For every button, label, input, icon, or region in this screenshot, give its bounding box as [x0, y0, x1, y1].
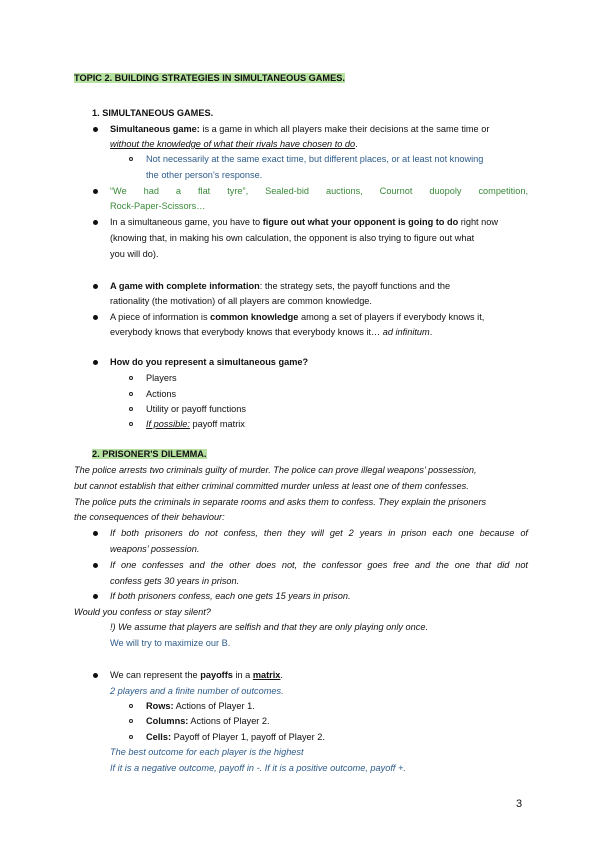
represent-item-players: Players: [146, 373, 177, 383]
circle-bullet-icon: [129, 407, 133, 411]
circle-bullet-icon: [129, 719, 133, 723]
examples-line: “We had a flat tyre”, Sealed-bid auctions, Cournot duopoly competition,: [110, 186, 528, 196]
circle-bullet-icon: [129, 735, 133, 739]
simultaneous-game-definition: Simultaneous game: is a game in which all players make their decisions at the same time or: [110, 124, 490, 134]
figure-out-line: In a simultaneous game, you have to figure out what your opponent is going to do right now: [110, 217, 499, 227]
definition-line-2: without the knowledge of what their rivals have chosen to do.: [110, 139, 358, 149]
figure-out-line-3: you will do).: [110, 249, 159, 259]
bullet-icon: [93, 563, 98, 568]
best-outcome-note: The best outcome for each player is the highest: [110, 747, 304, 757]
timing-note: Not necessarily at the same exact time, but different places, or at least not knowing: [146, 154, 484, 164]
confess-question: Would you confess or stay silent?: [74, 607, 211, 617]
circle-bullet-icon: [129, 157, 133, 161]
outcomes-note: 2 players and a finite number of outcomes.: [110, 686, 284, 696]
circle-bullet-icon: [129, 704, 133, 708]
bullet-icon: [93, 189, 98, 194]
common-knowledge-line-2: everybody knows that everybody knows that everybody knows it… ad infinitum.: [110, 327, 433, 337]
payoff-matrix-line: We can represent the payoffs in a matrix.: [110, 670, 283, 680]
topic-title: TOPIC 2. BUILDING STRATEGIES IN SIMULTANEOUS GAMES.: [74, 73, 345, 83]
complete-information-line-2: rationality (the motivation) of all players are common knowledge.: [110, 296, 372, 306]
represent-item-matrix: If possible: payoff matrix: [146, 419, 245, 429]
story-line-2: but cannot establish that either criminal committed murder unless at least one of them confesses.: [74, 481, 469, 491]
page-number: 3: [516, 798, 523, 810]
case-one-confesses: If one confesses and the other does not, the confessor goes free and the one that did not: [110, 560, 528, 570]
bullet-icon: [93, 673, 98, 678]
common-knowledge-line: A piece of information is common knowledge among a set of players if everybody knows it,: [110, 312, 485, 322]
section-1-heading: 1. SIMULTANEOUS GAMES.: [92, 108, 214, 118]
circle-bullet-icon: [129, 392, 133, 396]
circle-bullet-icon: [129, 422, 133, 426]
section-2-heading: 2. PRISONER'S DILEMMA.: [92, 449, 207, 459]
circle-bullet-icon: [129, 376, 133, 380]
rows-line: Rows: Actions of Player 1.: [146, 701, 255, 711]
story-line-1: The police arrests two criminals guilty of murder. The police can prove illegal weapons’ possession,: [74, 465, 477, 475]
timing-note-line-2: the other person’s response.: [146, 170, 263, 180]
bullet-icon: [93, 594, 98, 599]
maximize-note: We will try to maximize our B.: [110, 638, 231, 648]
story-line-4: the consequences of their behaviour:: [74, 512, 225, 522]
examples-line-2: Rock-Paper-Scissors…: [110, 201, 206, 211]
story-line-3: The police puts the criminals in separate rooms and asks them to confess. They explain the prisoners: [74, 497, 487, 507]
cells-line: Cells: Payoff of Player 1, payoff of Player 2.: [146, 732, 325, 742]
figure-out-line-2: (knowing that, in making his own calculation, the opponent is also trying to figure out what: [110, 233, 475, 243]
complete-information-line: A game with complete information: the strategy sets, the payoff functions and the: [110, 281, 451, 291]
bullet-icon: [93, 127, 98, 132]
represent-item-utility: Utility or payoff functions: [146, 404, 246, 414]
case-no-confess: If both prisoners do not confess, then they will get 2 years in prison each one because of: [110, 528, 528, 538]
case-both-confess: If both prisoners confess, each one gets 15 years in prison.: [110, 591, 351, 601]
columns-line: Columns: Actions of Player 2.: [146, 716, 270, 726]
bullet-icon: [93, 315, 98, 320]
bullet-icon: [93, 531, 98, 536]
represent-question: How do you represent a simultaneous game?: [110, 357, 309, 367]
represent-item-actions: Actions: [146, 389, 177, 399]
payoff-sign-note: If it is a negative outcome, payoff in -. If it is a positive outcome, payoff +.: [110, 763, 406, 773]
bullet-icon: [93, 284, 98, 289]
case-one-confesses-line-2: confess gets 30 years in prison.: [110, 576, 240, 586]
bullet-icon: [93, 220, 98, 225]
case-no-confess-line-2: weapons’ possession.: [110, 544, 200, 554]
bullet-icon: [93, 360, 98, 365]
selfish-assumption: !) We assume that players are selfish and that they are only playing only once.: [110, 622, 428, 632]
